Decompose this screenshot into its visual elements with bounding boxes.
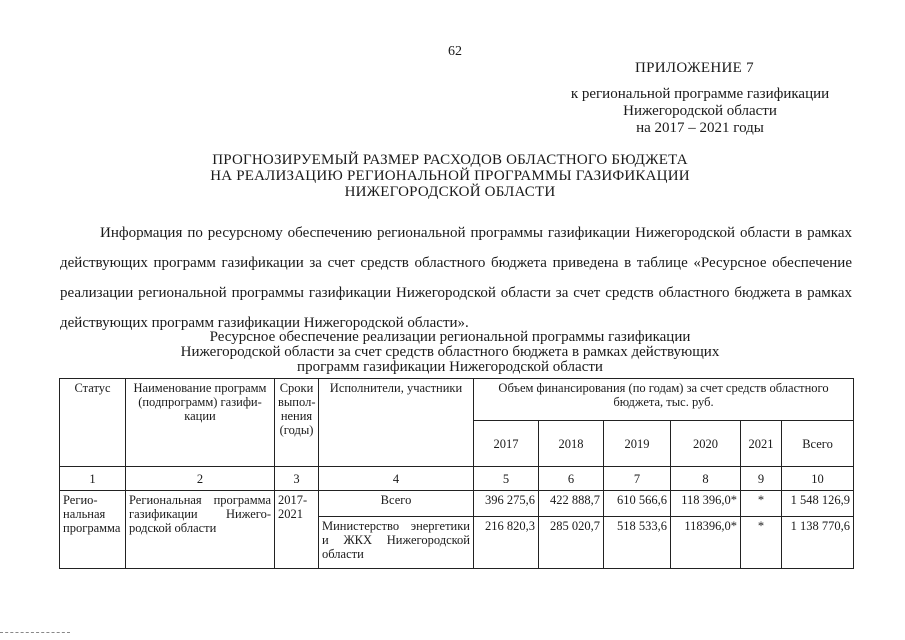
heading-line: НА РЕАЛИЗАЦИЮ РЕГИОНАЛЬНОЙ ПРОГРАММЫ ГАЗИФИКАЦИИ <box>210 168 690 184</box>
appendix-line: на 2017 – 2021 годы <box>636 120 764 136</box>
header-name: Наименование программ (подпрограмм) газифи-кации <box>126 379 275 467</box>
caption-line: программ газификации Нижегородской области <box>297 359 603 375</box>
program-name: Региональная программа газификации Нижего-родской области <box>126 491 275 569</box>
header-year: 2019 <box>604 421 671 467</box>
funding-table <box>59 378 854 569</box>
value-cell: 396 275,6 <box>474 491 539 517</box>
table-row <box>60 491 854 517</box>
column-number: 8 <box>671 467 741 491</box>
header-executors: Исполнители, участники <box>319 379 474 467</box>
header-total: Всего <box>782 421 854 467</box>
page-number: 62 <box>448 44 462 59</box>
value-cell: 118396,0* <box>671 517 741 569</box>
header-year: 2020 <box>671 421 741 467</box>
column-number: 3 <box>275 467 319 491</box>
program-terms: 2017-2021 <box>275 491 319 569</box>
header-status: Статус <box>60 379 126 467</box>
value-cell: * <box>741 491 782 517</box>
column-number: 1 <box>60 467 126 491</box>
value-cell: 1 548 126,9 <box>782 491 854 517</box>
program-status: Регио-нальная программа <box>60 491 126 569</box>
header-year: 2018 <box>539 421 604 467</box>
appendix-title: ПРИЛОЖЕНИЕ 7 <box>635 60 754 76</box>
column-number: 4 <box>319 467 474 491</box>
appendix-line: Нижегородской области <box>623 103 777 119</box>
heading-line: ПРОГНОЗИРУЕМЫЙ РАЗМЕР РАСХОДОВ ОБЛАСТНОГО БЮДЖЕТА <box>212 152 688 168</box>
intro-paragraph: Информация по ресурсному обеспечению региональной программы газификации Нижегородской области в рамках действующих программ газификации за счет средств областного бюджета приведена в таблице «Ресурсное обеспечение реализации региональной программы газификации Нижегородской области за счет средств областного бюджета в рамках действующих программ газификации Нижегородской области». <box>60 225 852 331</box>
document-heading <box>150 152 750 200</box>
appendix-line: к региональной программе газификации <box>570 86 830 102</box>
column-number-row <box>60 467 854 491</box>
caption-line: Нижегородской области за счет средств областного бюджета в рамках действующих <box>180 344 720 360</box>
executor-ministry: Министерство энергетики и ЖКХ Нижегородской области <box>319 517 474 569</box>
appendix-reference <box>520 86 880 137</box>
executor-total: Всего <box>319 491 474 517</box>
value-cell: 610 566,6 <box>604 491 671 517</box>
header-year: 2017 <box>474 421 539 467</box>
value-cell: * <box>741 517 782 569</box>
page-edge-divider <box>0 632 70 633</box>
value-cell: 216 820,3 <box>474 517 539 569</box>
heading-line: НИЖЕГОРОДСКОЙ ОБЛАСТИ <box>344 184 556 200</box>
value-cell: 422 888,7 <box>539 491 604 517</box>
header-year: 2021 <box>741 421 782 467</box>
caption-line: Ресурсное обеспечение реализации региональной программы газификации <box>209 329 691 345</box>
table-caption <box>150 330 750 375</box>
value-cell: 285 020,7 <box>539 517 604 569</box>
header-funding: Объем финансирования (по годам) за счет средств областного бюджета, тыс. руб. <box>474 379 854 421</box>
value-cell: 118 396,0* <box>671 491 741 517</box>
header-row <box>60 379 854 421</box>
value-cell: 1 138 770,6 <box>782 517 854 569</box>
column-number: 5 <box>474 467 539 491</box>
column-number: 2 <box>126 467 275 491</box>
header-terms: Сроки выпол-нения (годы) <box>275 379 319 467</box>
column-number: 9 <box>741 467 782 491</box>
column-number: 6 <box>539 467 604 491</box>
value-cell: 518 533,6 <box>604 517 671 569</box>
column-number: 10 <box>782 467 854 491</box>
column-number: 7 <box>604 467 671 491</box>
